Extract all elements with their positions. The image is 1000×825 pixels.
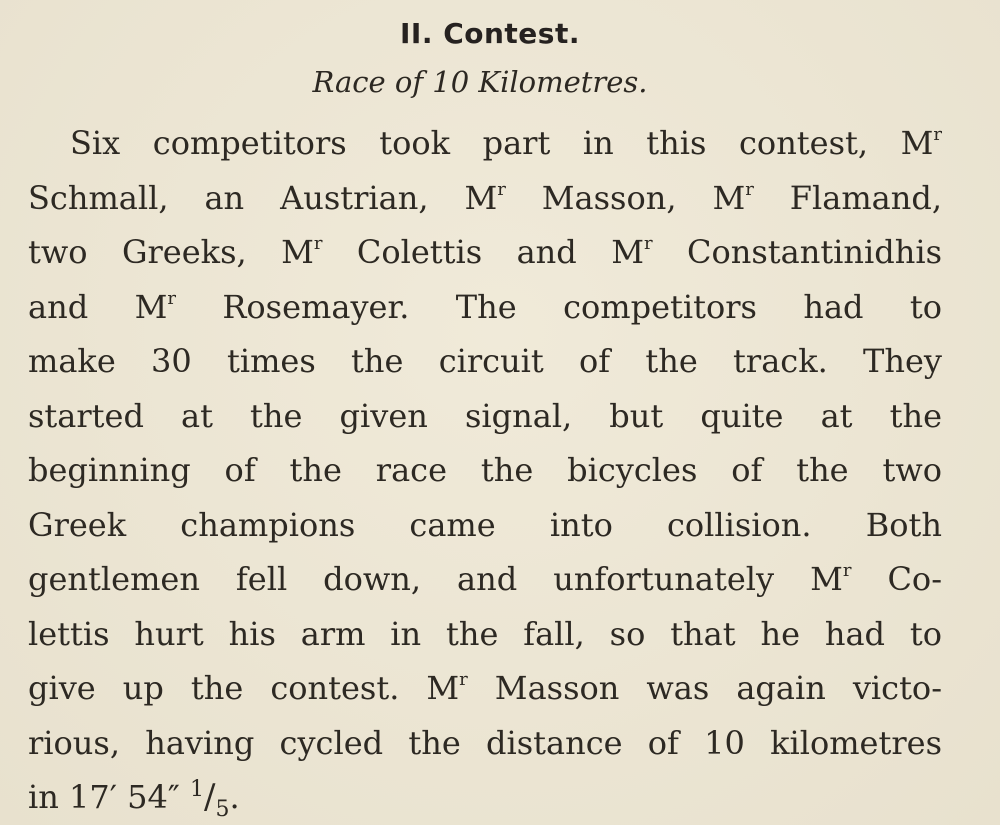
text-segment: make 30 times the circuit of the track. They <box>28 342 942 380</box>
text-segment: Rosemayer. The competitors had to <box>175 287 943 326</box>
fraction-denominator: 5 <box>215 797 230 822</box>
text-segment: Six competitors took part in this contest, <box>70 124 901 162</box>
text-segment: rious, having cycled the distance of 10 kilometres <box>28 723 942 762</box>
mr-abbreviation: $M^r$ <box>464 178 506 217</box>
text-segment: two Greeks, <box>28 233 282 271</box>
paragraph-line <box>28 280 942 335</box>
final-line-suffix: . <box>229 778 240 816</box>
paragraph-line <box>28 389 942 444</box>
text-segment: lettis hurt his arm in the fall, so that he had to <box>28 614 942 653</box>
mr-abbreviation: $M^r$ <box>810 560 852 598</box>
section-heading: II. Contest. <box>399 17 580 50</box>
final-line-prefix: in 17′ 54″ <box>28 778 191 816</box>
text-segment: Masson, <box>505 178 713 217</box>
mr-abbreviation: $M^r$ <box>281 233 323 271</box>
text-segment: and <box>28 287 135 326</box>
paragraph-line <box>28 716 942 771</box>
text-segment: started at the given signal, but quite at the <box>28 396 942 435</box>
text-segment: Greek champions came into collision. Both <box>28 505 942 544</box>
text-segment: Co- <box>851 560 943 598</box>
text-segment: Constantinidhis <box>652 233 942 271</box>
mr-abbreviation: $M^r$ <box>134 287 176 326</box>
paragraph-line <box>28 607 942 662</box>
fraction-slash: / <box>204 777 216 817</box>
text-segment: Schmall, an Austrian, <box>28 178 465 217</box>
paragraph-line <box>28 552 942 607</box>
text-segment: beginning of the race the bicycles of the two <box>28 451 942 489</box>
text-segment: Masson was again victo- <box>467 669 943 707</box>
paragraph <box>28 116 942 825</box>
mr-abbreviation: $M^r$ <box>712 178 754 217</box>
text-segment: Flamand, <box>753 178 942 217</box>
text-segment: give up the contest. <box>28 669 427 707</box>
paragraph-lines <box>28 116 942 770</box>
paragraph-line <box>28 334 942 389</box>
paragraph-line <box>28 116 942 171</box>
paragraph-line <box>28 498 942 553</box>
section-subheading: Race of 10 Kilometres. <box>312 65 648 99</box>
paragraph-line-final <box>28 770 942 825</box>
paragraph-line <box>28 443 942 498</box>
mr-abbreviation: $M^r$ <box>900 124 942 162</box>
text-segment: Colettis and <box>322 233 612 271</box>
text-segment: gentlemen fell down, and unfortunately <box>28 560 811 598</box>
mr-abbreviation: $M^r$ <box>426 669 468 707</box>
mr-abbreviation: $M^r$ <box>611 233 653 271</box>
paragraph-line <box>28 225 942 280</box>
paragraph-line <box>28 171 942 226</box>
paragraph-line <box>28 661 942 716</box>
fraction-numerator: 1 <box>190 777 205 802</box>
